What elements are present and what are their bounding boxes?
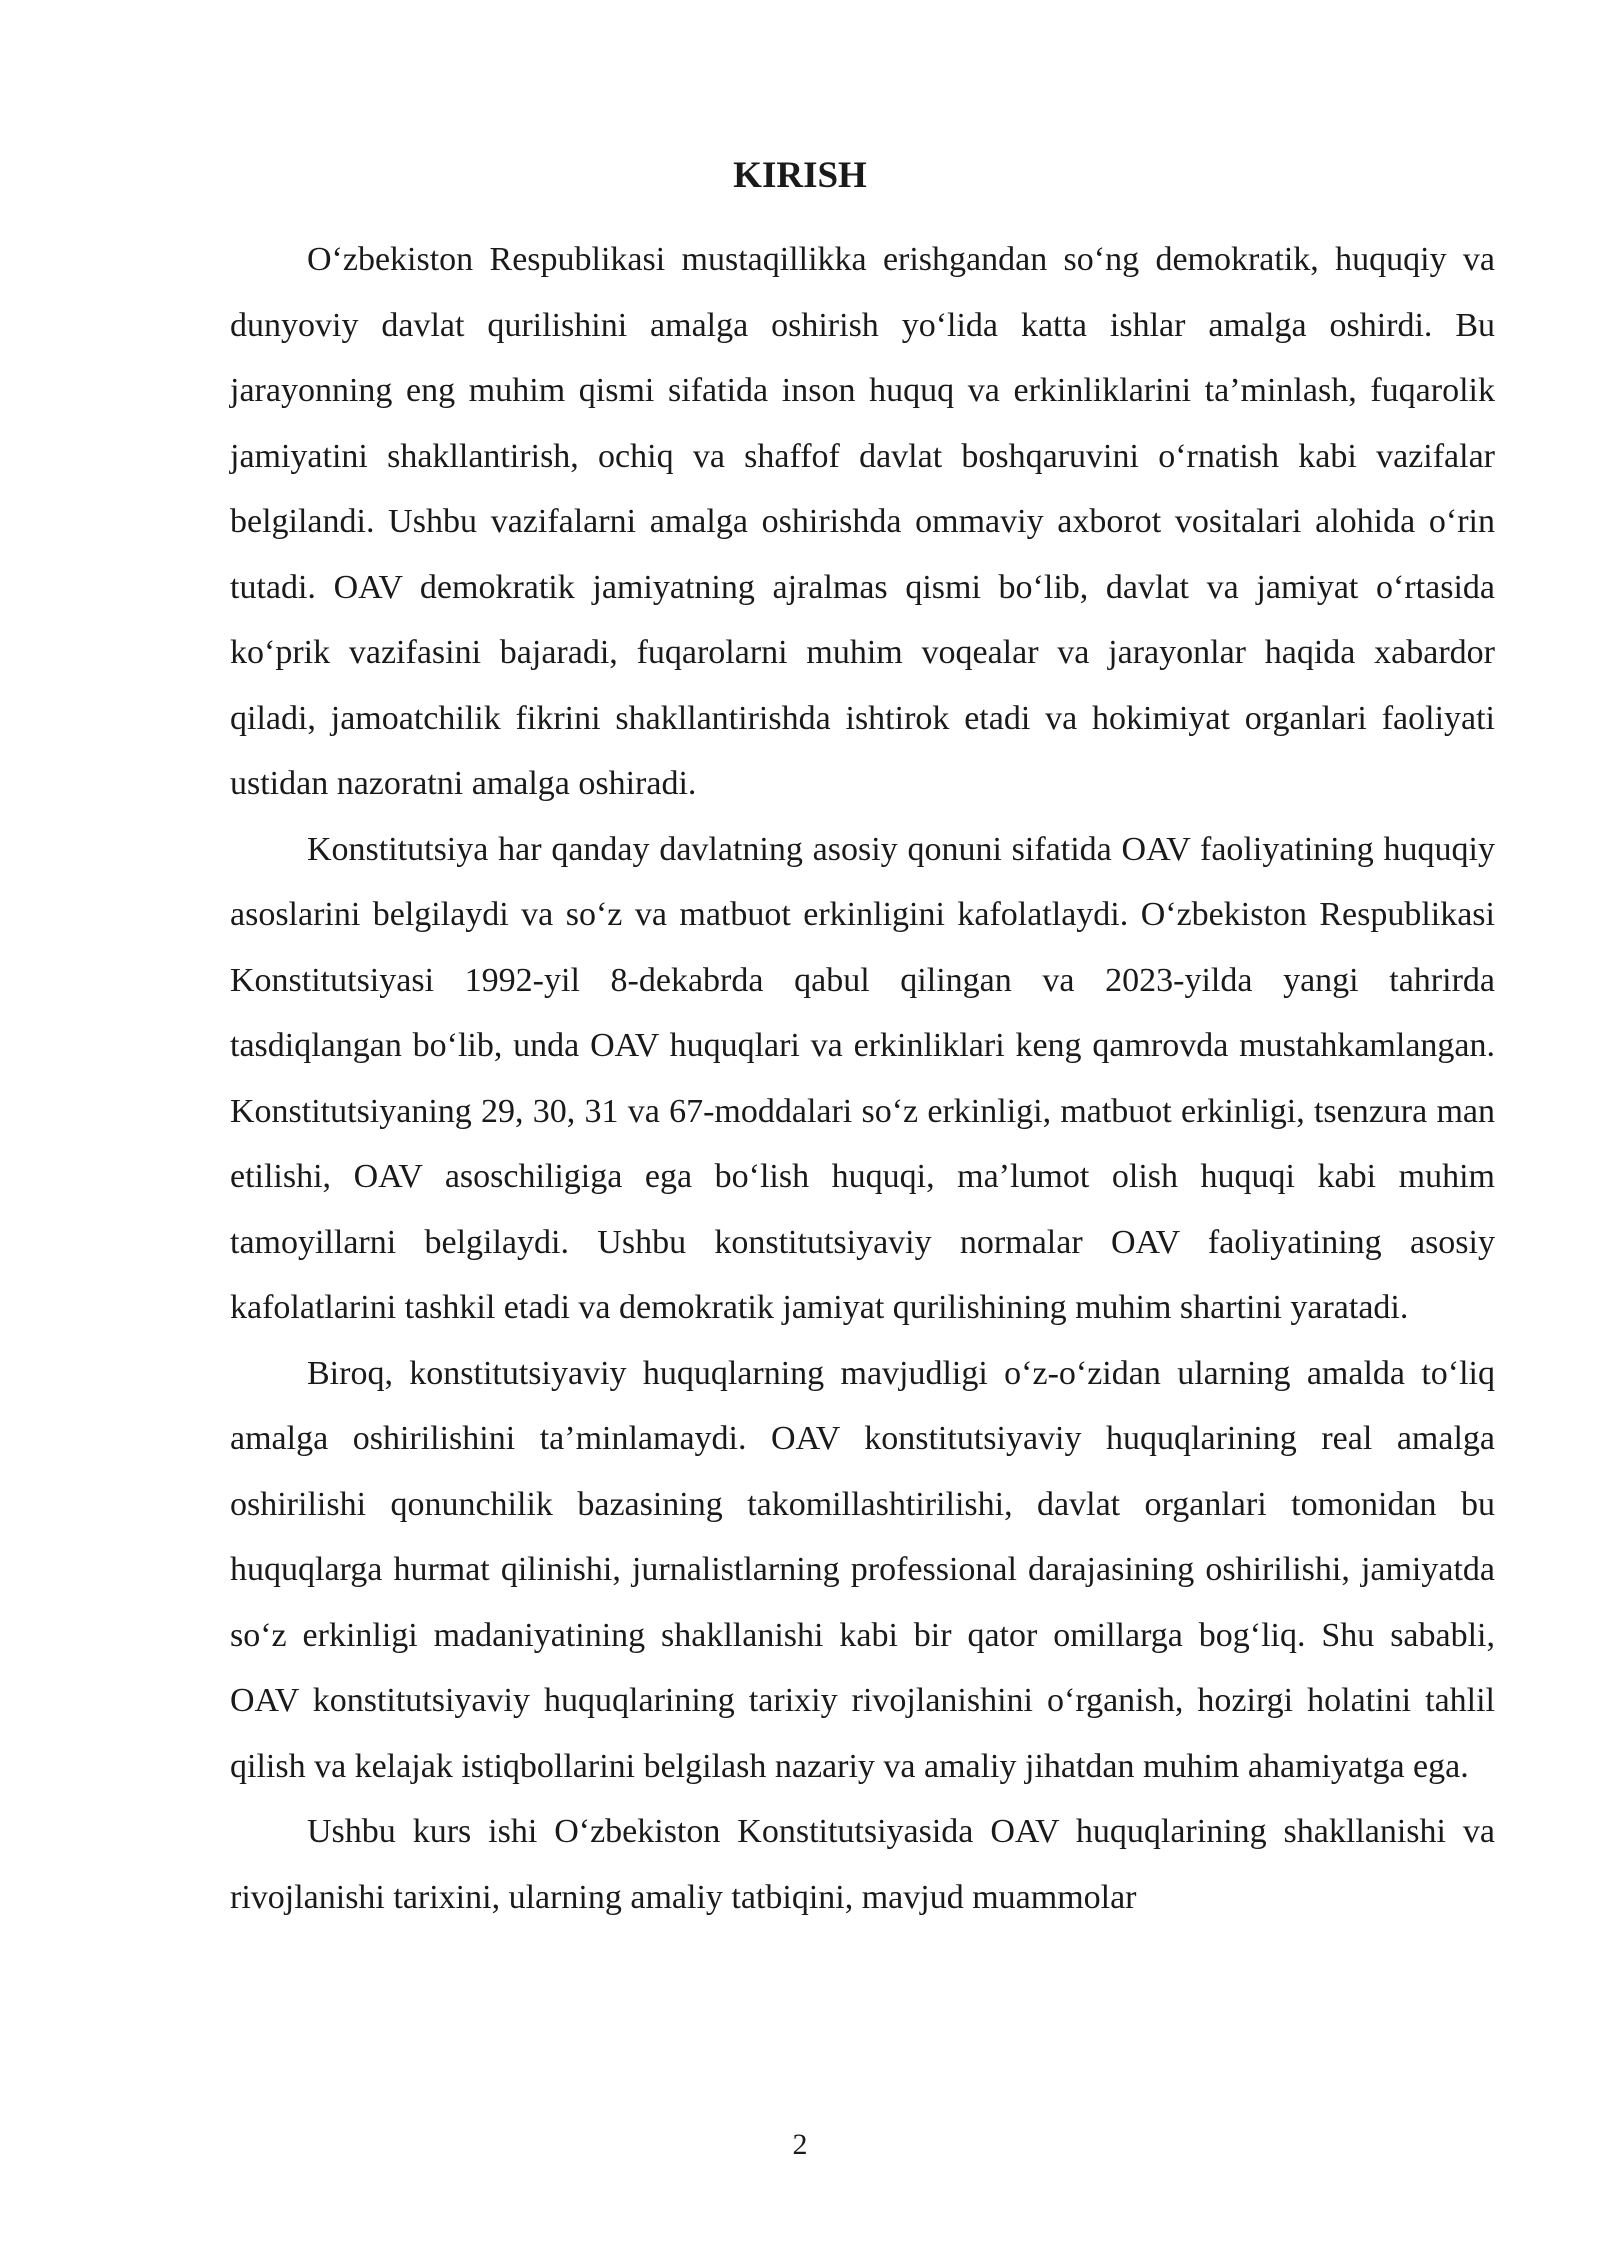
paragraph-1: O‘zbekiston Respublikasi mustaqillikka erishgandan so‘ng demokratik, huquqiy va dunyoviy davlat qurilishini amalga oshirish yo‘lida katta ishlar amalga oshirdi. Bu jarayonning eng muhim qismi sifatida inson huquq va erkinliklarini ta’minlash, fuqarolik jamiyatini shakllantirish, ochiq va shaffof davlat boshqaruvini o‘rnatish kabi vazifalar belgilandi. Ushbu vazifalarni amalga oshirishda ommaviy axborot vositalari alohida o‘rin tutadi. OAV demokratik jamiyatning ajralmas qismi bo‘lib, davlat va jamiyat o‘rtasida ko‘prik vazifasini bajaradi, fuqarolarni muhim voqealar va jarayonlar haqida xabardor qiladi, jamoatchilik fikrini shakllantirishda ishtirok etadi va hokimiyat organlari faoliyati ustidan nazoratni amalga oshiradi.: [230, 241, 1495, 802]
body-text: [230, 227, 1495, 1930]
section-heading: KIRISH: [733, 155, 867, 196]
paragraph-2: Konstitutsiya har qanday davlatning asosiy qonuni sifatida OAV faoliyatining huquqiy asoslarini belgilaydi va so‘z va matbuot erkinligini kafolatlaydi. O‘zbekiston Respublikasi Konstitutsiyasi 1992-yil 8-dekabrda qabul qilingan va 2023-yilda yangi tahrirda tasdiqlangan bo‘lib, unda OAV huquqlari va erkinliklari keng qamrovda mustahkamlangan. Konstitutsiyaning 29, 30, 31 va 67-moddalari so‘z erkinligi, matbuot erkinligi, tsenzura man etilishi, OAV asoschiligiga ega bo‘lish huquqi, ma’lumot olish huquqi kabi muhim tamoyillarni belgilaydi. Ushbu konstitutsiyaviy normalar OAV faoliyatining asosiy kafolatlarini tashkil etadi va demokratik jamiyat qurilishining muhim shartini yaratadi.: [230, 830, 1495, 1326]
page-number: 2: [792, 2128, 808, 2161]
paragraph-3: Biroq, konstitutsiyaviy huquqlarning mavjudligi o‘z-o‘zidan ularning amalda to‘liq amalga oshirilishini ta’minlamaydi. OAV konstitutsiyaviy huquqlarining real amalga oshirilishi qonunchilik bazasining takomillashtirilishi, davlat organlari tomonidan bu huquqlarga hurmat qilinishi, jurnalistlarning professional darajasining oshirilishi, jamiyatda so‘z erkinligi madaniyatining shakllanishi kabi bir qator omillarga bog‘liq. Shu sababli, OAV konstitutsiyaviy huquqlarining tarixiy rivojlanishini o‘rganish, hozirgi holatini tahlil qilish va kelajak istiqbollarini belgilash nazariy va amaliy jihatdan muhim ahamiyatga ega.: [230, 1354, 1495, 1785]
paragraph-4: Ushbu kurs ishi O‘zbekiston Konstitutsiyasida OAV huquqlarining shakllanishi va rivojlanishi tarixini, ularning amaliy tatbiqini, mavjud muammolar: [230, 1813, 1495, 1916]
